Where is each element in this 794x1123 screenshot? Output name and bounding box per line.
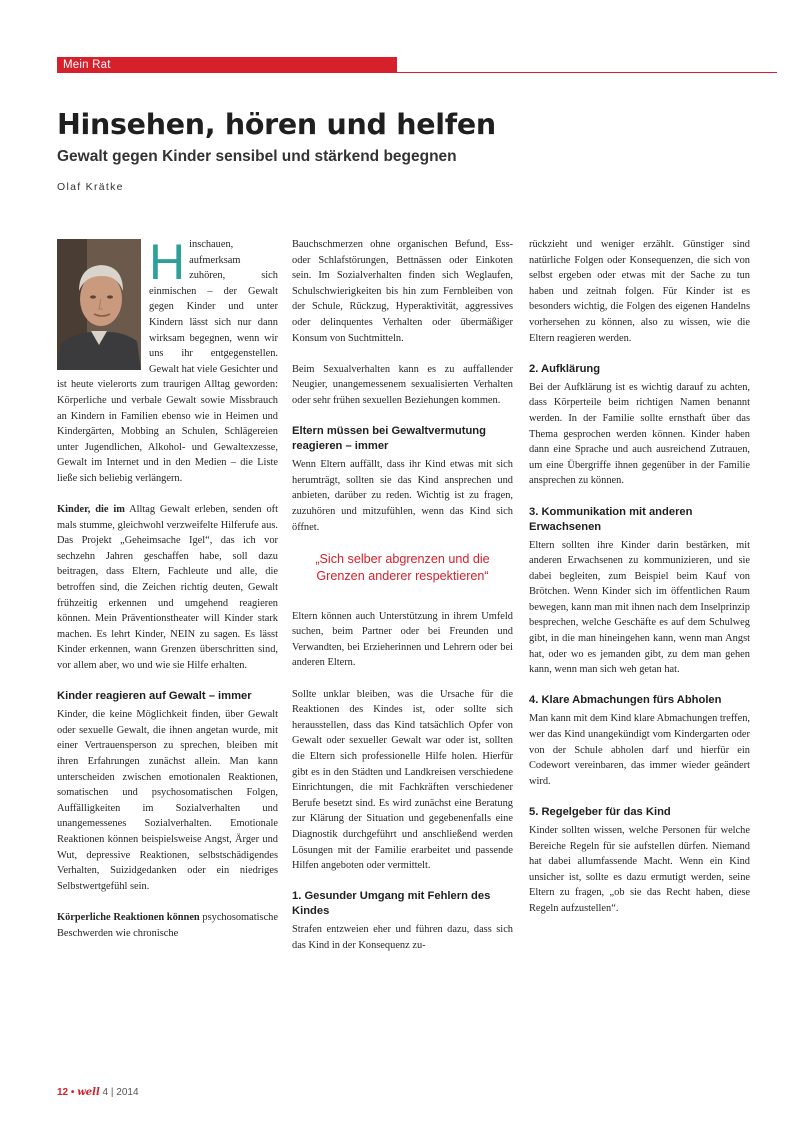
subheading: 3. Kommunikation mit anderen Erwachsenen — [529, 505, 693, 533]
magazine-name: well — [77, 1087, 100, 1098]
article-title: Hinsehen, hören und helfen — [57, 108, 496, 141]
section-rule — [397, 72, 777, 73]
paragraph: Man kann mit dem Kind klare Abmachungen treffen, wer das Kind unangekündigt vom Kindergarten oder von der Schule abholen darf und hierfür ein Codewort vereinbaren, das immer wieder geändert wird. — [529, 713, 750, 787]
author-byline: Olaf Krätke — [57, 181, 124, 193]
paragraph-text: Alltag Gewalt erleben, senden oft mals stumme, gleichwohl verzweifelte Hilferufe aus. Das Projekt „Geheimsache Igel“, das ich vor sechzehn Jahren geschaffen habe, soll dazu beitragen, dass Eltern, Fachleute und alle, die betroffen sind, die Zeichen richtig deuten, Gewalt frühzeitig erkennen und umgehend reagieren können. Mein Präventionstheater will Kinder stark machen. Es lehrt Kinder, NEIN zu sagen. Es lässt Kinder erkennen, wann Grenzen überschritten sind, vor allem aber, wo und wie sie Hilfe erhalten. — [57, 504, 278, 672]
pull-quote: „Sich selber abgrenzen und die Grenzen anderer respektieren“ — [315, 551, 490, 583]
paragraph: Eltern sollten ihre Kinder darin bestärken, mit anderen Erwachsenen zu kommunizieren, und sie dabei begleiten, zum Beispiel beim Kauf von Brötchen. Wenn Kinder sich im öffentlichen Raum bewegen, kann man mit ihnen nach dem Inselprinzip besprechen, welche Geschäfte es auf dem Schulweg gibt, in die man hineingehen kann, wenn man Angst hat, oder wo es jemanden gibt, zu dem man gehen kann, wenn man sich weh getan hat. — [529, 539, 750, 676]
column-3 — [529, 237, 750, 932]
paragraph: Kinder sollten wissen, welche Personen für welche Bereiche Regeln für sie aufstellen dürfen. Niemand hat dabei allumfassende Macht. Wenn ein Kind unsicher ist, sollte es dazu ermutigt werden, seine Eltern zu fragen, „ob sie das Recht haben, diese Regeln aufzustellen“. — [529, 825, 750, 914]
subheading: 4. Klare Abmachungen fürs Abholen — [529, 694, 722, 707]
paragraph: Bauchschmerzen ohne organischen Befund, Ess- oder Schlafstörungen, Bettnässen oder Einkoten sein. Im Sozialverhalten finden sich Weglaufen, Schulschwierigkeiten bis hin zum Fernbleiben von der Schule, Rückzug, Hyperaktivität, aggressives oder delinquentes Verhalten oder übermäßiger Konsum von Suchtmitteln. — [292, 239, 513, 344]
drop-cap: H — [149, 234, 186, 290]
paragraph: Bei der Aufklärung ist es wichtig darauf zu achten, dass Körperteile beim richtigen Namen benannt werden. In der Familie sollte ernsthaft über das Thema gesprochen werden können. Kinder haben dann eine Sprache und auch ausreichend Zutrauen, um eine Übergriffe ihnen gegenüber in der Familie ansprechen zu können. — [529, 381, 750, 487]
footer-separator: • — [68, 1087, 78, 1098]
subheading: 5. Regelgeber für das Kind — [529, 806, 671, 818]
subheading: Kinder reagieren auf Gewalt – immer — [57, 690, 252, 703]
lead-in: Kinder, die im — [57, 504, 125, 516]
paragraph-text: psychosomatische Beschwerden wie chronische — [57, 911, 278, 939]
paragraph: Strafen entzweien eher und führen dazu, dass sich das Kind in der Konsequenz zu- — [292, 924, 513, 951]
author-portrait — [57, 239, 141, 370]
column-1 — [57, 234, 278, 957]
subheading: 2. Aufklärung — [529, 362, 601, 375]
issue-number: 4 | 2014 — [99, 1087, 139, 1098]
paragraph: rückzieht und weniger erzählt. Günstiger sind natürliche Folgen oder Konsequenzen, die sich von selbst ergeben oder etwas mit der Sache zu tun haben und zeitnah folgen. Für Kinder ist es besonders wichtig, die Folgen des eigenen Handelns vorhersehen zu können, also zu wissen, wie die Eltern reagieren werden. — [529, 239, 750, 344]
subheading: Eltern müssen bei Gewaltvermutung reagieren – immer — [292, 425, 486, 453]
page-number: 12 — [57, 1087, 69, 1098]
paragraph — [57, 502, 278, 674]
paragraph: Sollte unklar bleiben, was die Ursache für die Reaktionen des Kindes ist, oder sollte sich herausstellen, dass das Kind tatsächlich Opfer von Gewalt oder sexueller Gewalt war oder ist, sollten die Eltern sich professionelle Hilfe holen. Hierfür gibt es in den Städten und Landkreisen verschiedene Einrichtungen, die mit Fachkräften verschiedener Berufe besetzt sind. Es wird zunächst eine Beratung zur Klärung der Situation und gegebenenfalls eine Diagnostik durchgeführt und anschließend werden Lösungen mit der Familie erarbeitet und passende Hilfen angeboten oder vermittelt. — [292, 688, 513, 872]
paragraph: Wenn Eltern auffällt, dass ihr Kind etwas mit sich herumträgt, sollten sie das Kind ansprechen und anbieten, darüber zu reden. Wichtig ist zu fragen, zuzuhören und mitzufühlen, wenn das Kind sich öffnet. — [292, 459, 513, 533]
lead-in: Körperliche Reaktionen können — [57, 911, 200, 923]
subheading: 1. Gesunder Umgang mit Fehlern des Kindes — [292, 890, 491, 918]
paragraph: Beim Sexualverhalten kann es zu auffallender Neugier, unangemessenem sexualisierten Verhalten oder sehr frühen sexuellen Beziehungen kommen. — [292, 363, 513, 406]
paragraph: Kinder, die keine Möglichkeit finden, über Gewalt oder sexuelle Gewalt, die ihnen angetan wurde, mit einer Vertrauensperson zu sprechen, bleiben mit ihren Erfahrungen zunächst allein. Man kann unterscheiden zwischen emotionalen Reaktionen, somatischen und psychosomatischen Folgen, Auffälligkeiten im Sozialverhalten und unangemessenes Sozialverhalten. Emotionale Reaktionen können beispielsweise Angst, Ärger und Wut, depressive Reaktionen, selbstschädigendes Verhalten, Suizidgedanken oder ein niedriges Selbstwertgefühl sein. — [57, 709, 278, 892]
column-2 — [292, 237, 513, 969]
page-footer — [57, 1087, 139, 1098]
paragraph — [57, 910, 278, 941]
article-subtitle: Gewalt gegen Kinder sensibel und stärkend begegnen — [57, 148, 457, 165]
intro-paragraph: inschauen, aufmerksam zuhören, sich einmischen – der Gewalt gegen Kinder und unter Kindern lässt sich nur dann wirksam begegnen, wenn wir uns ihr entgegenstellen. Gewalt hat viele Gesichter und ist heute vielerorts zum traurigen Alltag geworden: Körperliche und verbale Gewalt sowie Missbrauch an Kindern in Familien ebenso wie in Heimen und Kindergärten, Mobbing an Schulen, Schlägereien unter Jugendlichen, Alkohol- und Gewaltexzesse, Gewalt im Internet und in den Medien – die Liste ließe sich beliebig verlängern. — [57, 239, 278, 484]
paragraph: Eltern können auch Unterstützung in ihrem Umfeld suchen, beim Partner oder bei Freunden und Verwandten, bei Erzieherinnen und Lehrern oder bei anderen Eltern. — [292, 610, 513, 669]
section-label: Mein Rat — [57, 57, 397, 73]
